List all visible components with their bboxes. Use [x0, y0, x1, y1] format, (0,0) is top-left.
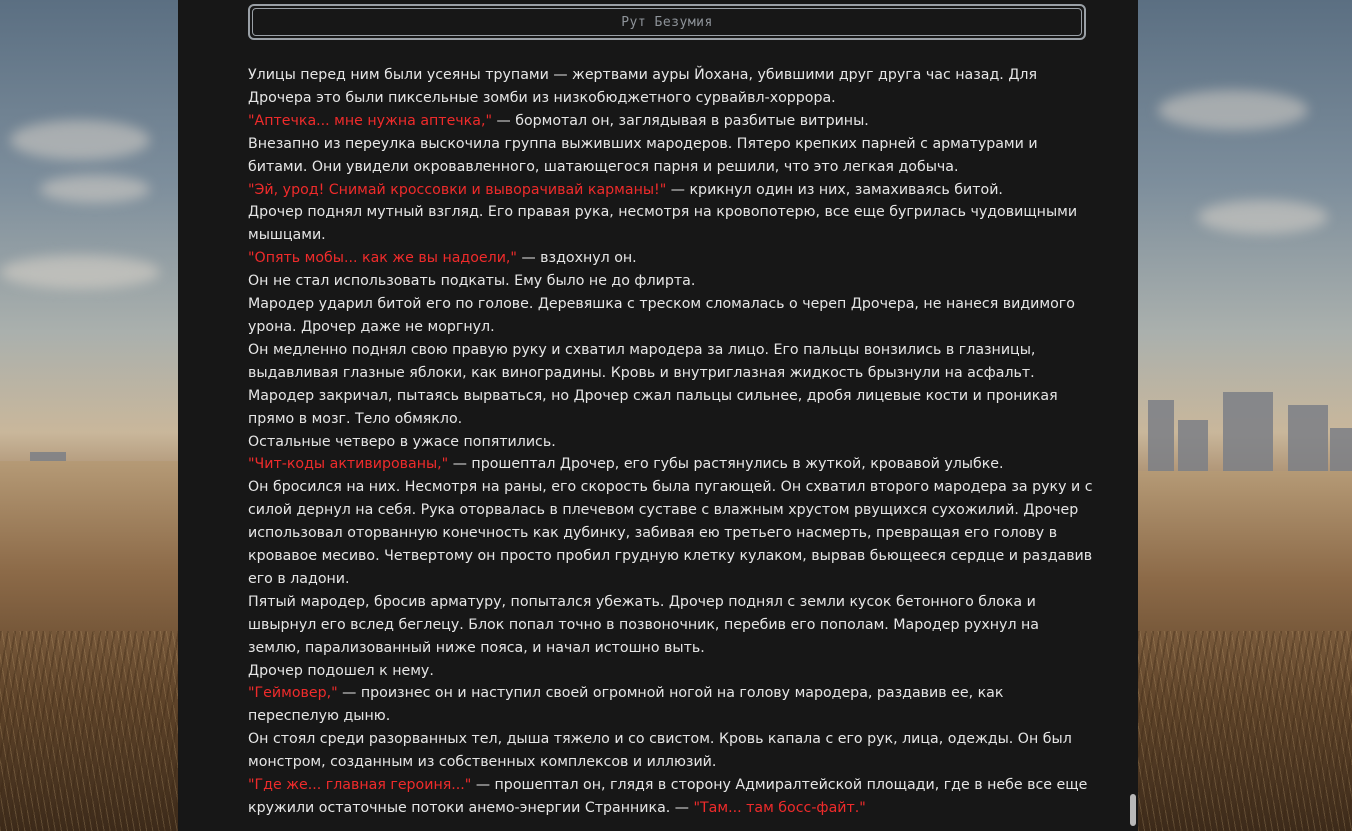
narration-text: — крикнул один из них, замахиваясь битой. [666, 181, 1003, 198]
story-paragraph [248, 133, 1093, 179]
dialogue-line: "Геймовер," [248, 685, 338, 702]
narration-text: — вздохнул он. [516, 250, 637, 267]
narration-text: Мародер закричал, пытаясь вырваться, но Дрочер сжал пальцы сильнее, дробя лицевые кости и проникая прямо в мозг. Тело обмякло. [248, 387, 1058, 427]
story-paragraph [248, 682, 1093, 728]
narration-text: Пятый мародер, бросив арматуру, попытался убежать. Дрочер поднял с земли кусок бетонного блока и швырнул его вслед беглецу. Блок попал точно в позвоночник, перебив его пополам. Мародер рухнул на землю, парализованный ниже пояса, и начал истошно выть. [248, 593, 1039, 656]
story-paragraph [248, 270, 1093, 293]
narration-text: — прошептал он, глядя в сторону Адмиралтейской площади, где в небе все еще кружили остаточные потоки анемо-энергии Странника. — [248, 777, 1088, 816]
narration-text: Он стоял среди разорванных тел, дыша тяжело и со свистом. Кровь капала с его рук, лица, одежды. Он был монстром, созданным из собственных комплексов и иллюзий. [248, 731, 1072, 771]
narration-text: Мародер ударил битой его по голове. Деревяшка с треском сломалась о череп Дрочера, не нанеся видимого урона. Дрочер даже не моргнул. [248, 296, 1075, 335]
narration-text: Он медленно поднял свою правую руку и схватил мародера за лицо. Его пальцы вонзились в глазницы, выдавливая глазные яблоки, как виноградины. Кровь и внутриглазная жидкость брызнули на асфальт. [248, 341, 1036, 381]
background-landscape-right [1138, 0, 1352, 831]
story-paragraph [248, 247, 1093, 270]
narration-text: Он не стал использовать подкаты. Ему было не до флирта. [248, 273, 696, 290]
narration-text: Дрочер поднял мутный взгляд. Его правая рука, несмотря на кровопотерю, все еще бугрилась чудовищными мышцами. [248, 204, 1078, 244]
story-text [248, 64, 1093, 820]
story-title: Рут Безумия [252, 8, 1082, 36]
story-paragraph [248, 453, 1093, 476]
story-paragraph [248, 385, 1093, 431]
story-paragraph [248, 339, 1093, 385]
background-landscape-left [0, 0, 178, 831]
story-paragraph [248, 431, 1093, 454]
dialogue-line: "Опять мобы... как же вы надоели," [248, 250, 517, 267]
dialogue-line: "Чит-коды активированы," [248, 456, 449, 473]
narration-text: Дрочер подошел к нему. [248, 662, 434, 679]
story-title-box [248, 4, 1086, 40]
narration-text: Он бросился на них. Несмотря на раны, его скорость была пугающей. Он схватил второго мародера за руку и с силой дернул на себя. Рука оторвалась в плечевом суставе с влажным хрустом рвущихся сухожилий. Дрочер использовал оторванную конечность как дубинку, забивая ею третьего насмерть, превращая его голову в кровавое месиво. Четвертому он просто пробил грудную клетку кулаком, вырвав бьющееся сердце и раздавив его в ладони. [248, 479, 1093, 587]
story-paragraph [248, 179, 1093, 202]
story-paragraph [248, 476, 1093, 591]
dialogue-line: "Где же... главная героиня..." [248, 777, 472, 794]
story-paragraph [248, 64, 1093, 110]
narration-text: Улицы перед ним были усеяны трупами — жертвами ауры Йохана, убившими друг друга час назад. Для Дрочера это были пиксельные зомби из низкобюджетного сурвайвл-хоррора. [248, 67, 1037, 106]
narration-text: Остальные четверо в ужасе попятились. [248, 433, 556, 450]
story-panel [178, 0, 1138, 831]
story-paragraph [248, 774, 1093, 820]
story-paragraph [248, 110, 1093, 133]
narration-text: — произнес он и наступил своей огромной ногой на голову мародера, раздавив ее, как переспелую дыню. [248, 685, 1004, 725]
story-paragraph [248, 728, 1093, 774]
story-paragraph [248, 201, 1093, 247]
dialogue-line: "Аптечка... мне нужна аптечка," [248, 112, 492, 129]
narration-text: — бормотал он, заглядывая в разбитые витрины. [491, 112, 869, 129]
narration-text: — прошептал Дрочер, его губы растянулись в жуткой, кровавой улыбке. [448, 456, 1004, 473]
scrollbar[interactable] [1128, 0, 1138, 831]
story-paragraph [248, 293, 1093, 339]
story-paragraph [248, 660, 1093, 683]
dialogue-line: "Там... там босс-файт." [693, 800, 866, 816]
story-paragraph [248, 591, 1093, 660]
narration-text: Внезапно из переулка выскочила группа выживших мародеров. Пятеро крепких парней с арматурами и битами. Они увидели окровавленного, шатающегося парня и решили, что это легкая добыча. [248, 135, 1038, 175]
dialogue-line: "Эй, урод! Снимай кроссовки и выворачивай карманы!" [248, 181, 667, 198]
scrollbar-thumb[interactable] [1130, 794, 1136, 826]
